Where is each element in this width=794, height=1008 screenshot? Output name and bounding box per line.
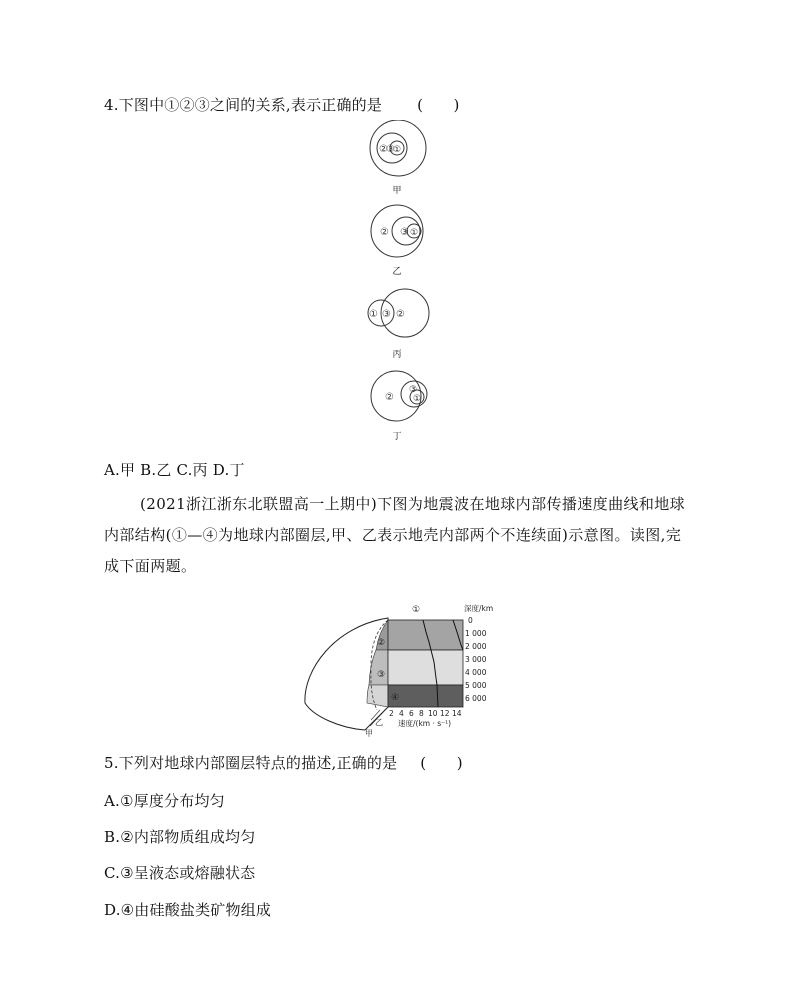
option-d: D.④由硅酸盐类矿物组成 [104,901,272,919]
speed-tick: 6 [409,709,414,718]
question-4-stem [104,94,460,115]
question-5-stem [104,752,463,773]
speed-tick: 2 [389,709,394,718]
venn-label: ② [379,144,388,155]
depth-tick: 5 000 [465,681,487,690]
option-b: B.②内部物质组成均匀 [104,828,256,846]
depth-tick: 0 [468,616,473,625]
figure-caption-jia: 甲 [392,186,402,196]
speed-tick: 8 [419,709,424,718]
intro-paragraph: (2021浙江浙东北联盟高一上期中)下图为地震波在地球内部传播速度曲线和地球内部结构(①—④为地球内部圈层,甲、乙表示地壳内部两个不连续面)示意图。读图,完成下面两题。 [104,495,686,575]
question-5-text: 5.下列对地球内部圈层特点的描述,正确的是 [104,754,398,772]
venn-label: ② [380,227,389,238]
option-a: A.①厚度分布均匀 [104,792,225,810]
layer-label-3: ③ [377,670,386,680]
venn-label: ① [369,309,378,320]
venn-figure-ding [362,368,438,428]
depth-tick: 4 000 [465,668,487,677]
speed-tick: 12 [440,709,450,718]
depth-tick: 3 000 [465,655,487,664]
venn-figure-yi [365,203,435,263]
venn-label: ③ [382,309,391,320]
venn-figure-bing [360,287,440,347]
depth-tick: 6 000 [465,694,487,703]
figure-caption-bing: 丙 [392,350,402,360]
layer-label-4: ④ [391,693,400,703]
surface-label-yi: 乙 [375,718,383,727]
figure-caption-yi: 乙 [392,267,402,277]
option-c: C.③呈液态或熔融状态 [104,864,256,882]
depth-axis-title: 深度/km [464,604,494,613]
speed-tick: 4 [399,709,404,718]
venn-label: ③ [400,227,409,238]
venn-label: ② [396,309,405,320]
venn-label: ② [385,392,394,403]
answer-paren: ( ) [420,754,463,772]
question-4-options: A.甲 B.乙 C.丙 D.丁 [104,461,245,479]
speed-tick: 14 [452,709,462,718]
answer-paren: ( ) [417,96,460,114]
layer-label-1: ① [412,605,421,615]
question-4-text: 4.下图中①②③之间的关系,表示正确的是 [104,96,383,114]
speed-tick: 10 [428,709,438,718]
speed-axis-title: 速度/(km · s⁻¹) [398,719,452,728]
depth-tick: 2 000 [465,642,487,651]
venn-label: ① [393,145,402,155]
venn-label: ① [410,228,419,238]
venn-label: ① [413,394,422,404]
surface-label-jia: 甲 [365,729,373,738]
venn-label: ③ [409,385,418,395]
layer-label-2: ② [377,638,386,648]
depth-tick: 1 000 [465,629,487,638]
earth-structure-figure [295,600,500,740]
venn-figure-jia [365,120,435,184]
venn-label: ③ [386,144,395,155]
figure-caption-ding: 丁 [392,432,402,442]
